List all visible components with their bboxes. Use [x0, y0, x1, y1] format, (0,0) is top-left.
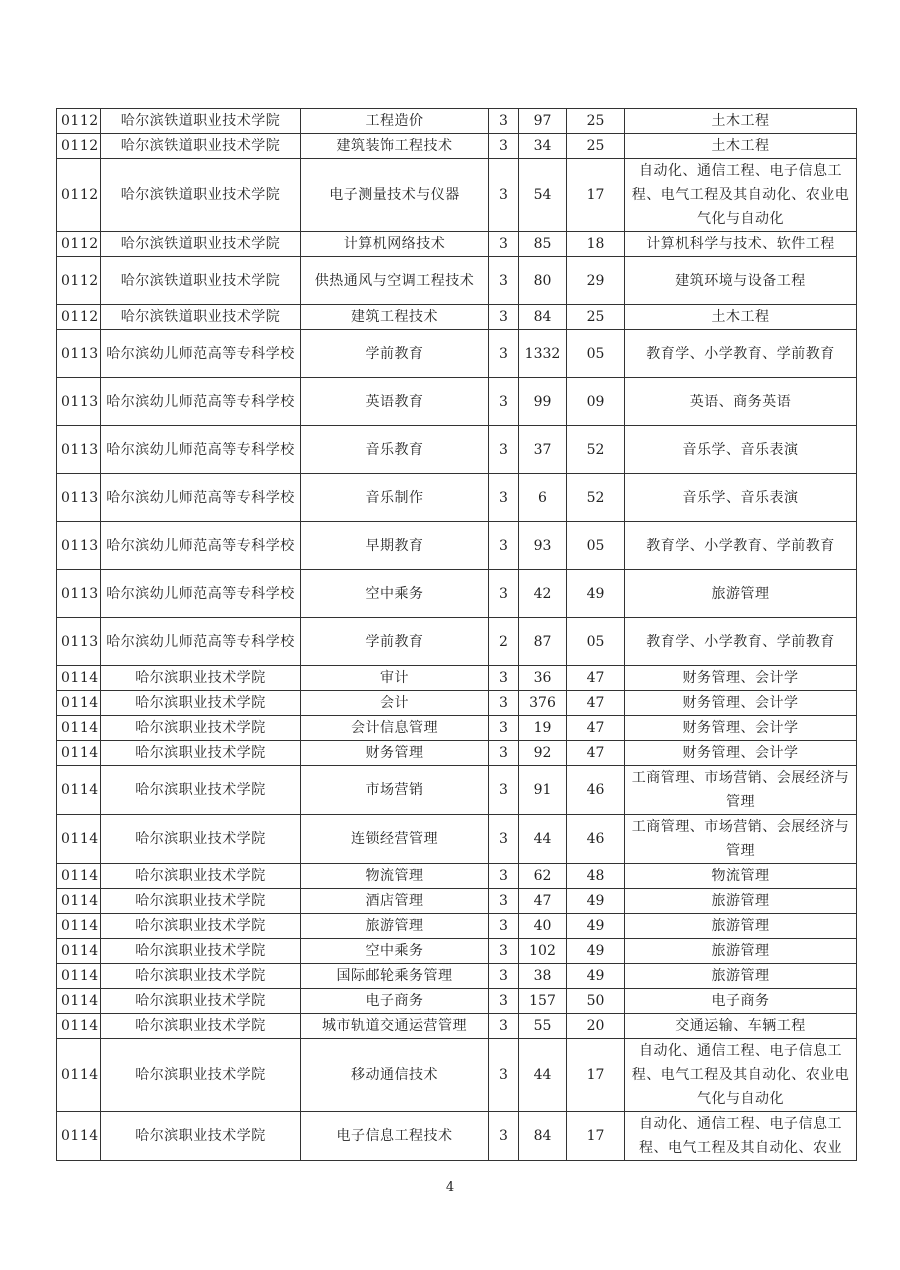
cell-related-majors: 交通运输、车辆工程: [625, 1014, 857, 1039]
cell-school-name: 哈尔滨幼儿师范高等专科学校: [101, 330, 301, 378]
cell-school-code: 0114: [57, 989, 101, 1014]
cell-count: 44: [519, 815, 567, 864]
table-row: [57, 134, 857, 159]
table-row: [57, 109, 857, 134]
cell-years: 3: [489, 522, 519, 570]
cell-major: 建筑装饰工程技术: [301, 134, 489, 159]
cell-related-majors: 财务管理、会计学: [625, 666, 857, 691]
table-row: [57, 159, 857, 232]
cell-years: 3: [489, 964, 519, 989]
enrollment-table-container: [56, 108, 856, 1161]
cell-school-name: 哈尔滨职业技术学院: [101, 914, 301, 939]
cell-major: 移动通信技术: [301, 1039, 489, 1112]
cell-category-code: 25: [567, 134, 625, 159]
cell-related-majors: 教育学、小学教育、学前教育: [625, 618, 857, 666]
cell-school-code: 0114: [57, 716, 101, 741]
cell-related-majors: 旅游管理: [625, 889, 857, 914]
table-row: [57, 741, 857, 766]
cell-count: 36: [519, 666, 567, 691]
cell-count: 34: [519, 134, 567, 159]
table-row: [57, 474, 857, 522]
cell-years: 3: [489, 864, 519, 889]
table-row: [57, 378, 857, 426]
cell-school-code: 0114: [57, 691, 101, 716]
cell-school-name: 哈尔滨幼儿师范高等专科学校: [101, 378, 301, 426]
cell-related-majors: 教育学、小学教育、学前教育: [625, 330, 857, 378]
cell-school-name: 哈尔滨职业技术学院: [101, 691, 301, 716]
cell-category-code: 29: [567, 257, 625, 305]
cell-school-name: 哈尔滨幼儿师范高等专科学校: [101, 522, 301, 570]
cell-school-name: 哈尔滨铁道职业技术学院: [101, 109, 301, 134]
cell-school-code: 0114: [57, 939, 101, 964]
cell-years: 3: [489, 914, 519, 939]
table-row: [57, 864, 857, 889]
cell-years: 3: [489, 716, 519, 741]
cell-major: 空中乘务: [301, 939, 489, 964]
cell-school-code: 0113: [57, 426, 101, 474]
cell-related-majors: 音乐学、音乐表演: [625, 426, 857, 474]
cell-category-code: 50: [567, 989, 625, 1014]
cell-school-code: 0114: [57, 815, 101, 864]
cell-school-code: 0112: [57, 305, 101, 330]
cell-related-majors: 电子商务: [625, 989, 857, 1014]
cell-school-code: 0114: [57, 864, 101, 889]
cell-related-majors: 教育学、小学教育、学前教育: [625, 522, 857, 570]
table-row: [57, 522, 857, 570]
cell-years: 3: [489, 330, 519, 378]
cell-major: 供热通风与空调工程技术: [301, 257, 489, 305]
cell-major: 学前教育: [301, 618, 489, 666]
cell-related-majors: 土木工程: [625, 109, 857, 134]
cell-related-majors: 音乐学、音乐表演: [625, 474, 857, 522]
cell-major: 学前教育: [301, 330, 489, 378]
cell-count: 97: [519, 109, 567, 134]
cell-school-code: 0114: [57, 741, 101, 766]
cell-count: 62: [519, 864, 567, 889]
cell-years: 3: [489, 691, 519, 716]
cell-school-name: 哈尔滨铁道职业技术学院: [101, 257, 301, 305]
cell-count: 84: [519, 305, 567, 330]
table-row: [57, 666, 857, 691]
table-row: [57, 232, 857, 257]
cell-school-code: 0113: [57, 522, 101, 570]
page-number: 4: [445, 1180, 455, 1195]
cell-school-name: 哈尔滨职业技术学院: [101, 964, 301, 989]
cell-count: 157: [519, 989, 567, 1014]
cell-major: 审计: [301, 666, 489, 691]
cell-category-code: 48: [567, 864, 625, 889]
table-row: [57, 939, 857, 964]
cell-school-code: 0114: [57, 889, 101, 914]
cell-major: 财务管理: [301, 741, 489, 766]
table-row: [57, 618, 857, 666]
cell-count: 54: [519, 159, 567, 232]
cell-count: 85: [519, 232, 567, 257]
cell-category-code: 46: [567, 766, 625, 815]
table-row: [57, 257, 857, 305]
cell-school-code: 0112: [57, 134, 101, 159]
cell-school-name: 哈尔滨职业技术学院: [101, 864, 301, 889]
cell-major: 空中乘务: [301, 570, 489, 618]
enrollment-table: [56, 108, 857, 1161]
cell-related-majors: 旅游管理: [625, 939, 857, 964]
cell-school-name: 哈尔滨职业技术学院: [101, 889, 301, 914]
cell-count: 93: [519, 522, 567, 570]
cell-category-code: 05: [567, 330, 625, 378]
cell-major: 电子测量技术与仪器: [301, 159, 489, 232]
cell-school-code: 0113: [57, 330, 101, 378]
cell-major: 会计信息管理: [301, 716, 489, 741]
cell-school-code: 0112: [57, 257, 101, 305]
cell-school-name: 哈尔滨职业技术学院: [101, 666, 301, 691]
cell-school-code: 0114: [57, 1014, 101, 1039]
cell-major: 计算机网络技术: [301, 232, 489, 257]
cell-related-majors: 财务管理、会计学: [625, 716, 857, 741]
cell-related-majors: 旅游管理: [625, 964, 857, 989]
cell-school-code: 0114: [57, 914, 101, 939]
cell-count: 42: [519, 570, 567, 618]
table-row: [57, 914, 857, 939]
cell-years: 3: [489, 474, 519, 522]
cell-school-code: 0112: [57, 232, 101, 257]
cell-count: 80: [519, 257, 567, 305]
cell-category-code: 25: [567, 109, 625, 134]
cell-years: 3: [489, 257, 519, 305]
cell-years: 3: [489, 305, 519, 330]
table-row: [57, 889, 857, 914]
cell-category-code: 05: [567, 522, 625, 570]
cell-major: 旅游管理: [301, 914, 489, 939]
cell-school-code: 0114: [57, 766, 101, 815]
cell-school-name: 哈尔滨铁道职业技术学院: [101, 305, 301, 330]
cell-major: 音乐教育: [301, 426, 489, 474]
table-row: [57, 1112, 857, 1161]
table-row: [57, 716, 857, 741]
cell-school-name: 哈尔滨职业技术学院: [101, 741, 301, 766]
cell-count: 1332: [519, 330, 567, 378]
cell-years: 3: [489, 232, 519, 257]
cell-years: 3: [489, 426, 519, 474]
table-row: [57, 570, 857, 618]
cell-years: 3: [489, 1112, 519, 1161]
cell-category-code: 47: [567, 666, 625, 691]
cell-category-code: 17: [567, 1112, 625, 1161]
cell-category-code: 49: [567, 570, 625, 618]
cell-category-code: 47: [567, 716, 625, 741]
table-row: [57, 815, 857, 864]
table-row: [57, 1039, 857, 1112]
cell-school-name: 哈尔滨职业技术学院: [101, 1039, 301, 1112]
cell-school-name: 哈尔滨职业技术学院: [101, 766, 301, 815]
cell-school-name: 哈尔滨职业技术学院: [101, 1112, 301, 1161]
cell-school-name: 哈尔滨铁道职业技术学院: [101, 232, 301, 257]
cell-related-majors: 财务管理、会计学: [625, 691, 857, 716]
cell-category-code: 47: [567, 691, 625, 716]
cell-related-majors: 土木工程: [625, 305, 857, 330]
cell-years: 3: [489, 666, 519, 691]
cell-count: 47: [519, 889, 567, 914]
cell-related-majors: 自动化、通信工程、电子信息工程、电气工程及其自动化、农业电气化与自动化: [625, 1039, 857, 1112]
cell-years: 3: [489, 989, 519, 1014]
cell-major: 市场营销: [301, 766, 489, 815]
cell-category-code: 49: [567, 964, 625, 989]
table-row: [57, 305, 857, 330]
cell-years: 3: [489, 378, 519, 426]
cell-count: 92: [519, 741, 567, 766]
cell-count: 99: [519, 378, 567, 426]
cell-years: 3: [489, 766, 519, 815]
cell-category-code: 46: [567, 815, 625, 864]
cell-major: 工程造价: [301, 109, 489, 134]
table-row: [57, 989, 857, 1014]
cell-related-majors: 自动化、通信工程、电子信息工程、电气工程及其自动化、农业: [625, 1112, 857, 1161]
cell-count: 38: [519, 964, 567, 989]
cell-school-code: 0114: [57, 1112, 101, 1161]
table-row: [57, 1014, 857, 1039]
cell-school-name: 哈尔滨职业技术学院: [101, 1014, 301, 1039]
cell-years: 3: [489, 939, 519, 964]
cell-count: 102: [519, 939, 567, 964]
cell-category-code: 09: [567, 378, 625, 426]
cell-school-code: 0114: [57, 666, 101, 691]
cell-school-name: 哈尔滨幼儿师范高等专科学校: [101, 474, 301, 522]
cell-school-code: 0112: [57, 159, 101, 232]
cell-school-code: 0113: [57, 618, 101, 666]
cell-major: 城市轨道交通运营管理: [301, 1014, 489, 1039]
cell-count: 376: [519, 691, 567, 716]
cell-count: 87: [519, 618, 567, 666]
cell-school-name: 哈尔滨职业技术学院: [101, 716, 301, 741]
cell-school-code: 0114: [57, 964, 101, 989]
cell-related-majors: 物流管理: [625, 864, 857, 889]
cell-major: 酒店管理: [301, 889, 489, 914]
cell-count: 91: [519, 766, 567, 815]
cell-category-code: 49: [567, 914, 625, 939]
cell-related-majors: 英语、商务英语: [625, 378, 857, 426]
cell-school-name: 哈尔滨职业技术学院: [101, 939, 301, 964]
cell-related-majors: 土木工程: [625, 134, 857, 159]
cell-count: 6: [519, 474, 567, 522]
cell-category-code: 47: [567, 741, 625, 766]
cell-related-majors: 财务管理、会计学: [625, 741, 857, 766]
cell-category-code: 17: [567, 159, 625, 232]
cell-category-code: 52: [567, 474, 625, 522]
cell-major: 会计: [301, 691, 489, 716]
cell-category-code: 25: [567, 305, 625, 330]
cell-school-name: 哈尔滨幼儿师范高等专科学校: [101, 570, 301, 618]
cell-major: 建筑工程技术: [301, 305, 489, 330]
cell-category-code: 17: [567, 1039, 625, 1112]
cell-years: 3: [489, 109, 519, 134]
cell-count: 44: [519, 1039, 567, 1112]
cell-years: 3: [489, 1014, 519, 1039]
cell-years: 3: [489, 815, 519, 864]
cell-count: 37: [519, 426, 567, 474]
cell-related-majors: 自动化、通信工程、电子信息工程、电气工程及其自动化、农业电气化与自动化: [625, 159, 857, 232]
cell-school-name: 哈尔滨幼儿师范高等专科学校: [101, 426, 301, 474]
cell-years: 3: [489, 134, 519, 159]
cell-major: 电子商务: [301, 989, 489, 1014]
cell-years: 3: [489, 159, 519, 232]
cell-related-majors: 计算机科学与技术、软件工程: [625, 232, 857, 257]
cell-category-code: 05: [567, 618, 625, 666]
cell-years: 3: [489, 889, 519, 914]
cell-related-majors: 建筑环境与设备工程: [625, 257, 857, 305]
table-row: [57, 964, 857, 989]
cell-school-name: 哈尔滨铁道职业技术学院: [101, 159, 301, 232]
cell-school-name: 哈尔滨幼儿师范高等专科学校: [101, 618, 301, 666]
cell-major: 音乐制作: [301, 474, 489, 522]
cell-category-code: 18: [567, 232, 625, 257]
cell-major: 电子信息工程技术: [301, 1112, 489, 1161]
cell-years: 3: [489, 570, 519, 618]
table-body: [57, 109, 857, 1161]
cell-related-majors: 旅游管理: [625, 914, 857, 939]
cell-major: 连锁经营管理: [301, 815, 489, 864]
cell-years: 3: [489, 741, 519, 766]
cell-count: 19: [519, 716, 567, 741]
cell-category-code: 52: [567, 426, 625, 474]
cell-school-name: 哈尔滨职业技术学院: [101, 989, 301, 1014]
table-row: [57, 330, 857, 378]
table-row: [57, 691, 857, 716]
cell-major: 物流管理: [301, 864, 489, 889]
table-row: [57, 766, 857, 815]
cell-major: 英语教育: [301, 378, 489, 426]
cell-school-code: 0113: [57, 378, 101, 426]
cell-count: 84: [519, 1112, 567, 1161]
cell-school-code: 0112: [57, 109, 101, 134]
cell-category-code: 20: [567, 1014, 625, 1039]
cell-related-majors: 工商管理、市场营销、会展经济与管理: [625, 766, 857, 815]
cell-related-majors: 工商管理、市场营销、会展经济与管理: [625, 815, 857, 864]
cell-category-code: 49: [567, 889, 625, 914]
cell-major: 国际邮轮乘务管理: [301, 964, 489, 989]
table-row: [57, 426, 857, 474]
cell-related-majors: 旅游管理: [625, 570, 857, 618]
cell-years: 2: [489, 618, 519, 666]
cell-years: 3: [489, 1039, 519, 1112]
cell-school-name: 哈尔滨职业技术学院: [101, 815, 301, 864]
cell-count: 40: [519, 914, 567, 939]
cell-school-name: 哈尔滨铁道职业技术学院: [101, 134, 301, 159]
cell-school-code: 0114: [57, 1039, 101, 1112]
cell-major: 早期教育: [301, 522, 489, 570]
cell-school-code: 0113: [57, 474, 101, 522]
cell-count: 55: [519, 1014, 567, 1039]
cell-school-code: 0113: [57, 570, 101, 618]
cell-category-code: 49: [567, 939, 625, 964]
